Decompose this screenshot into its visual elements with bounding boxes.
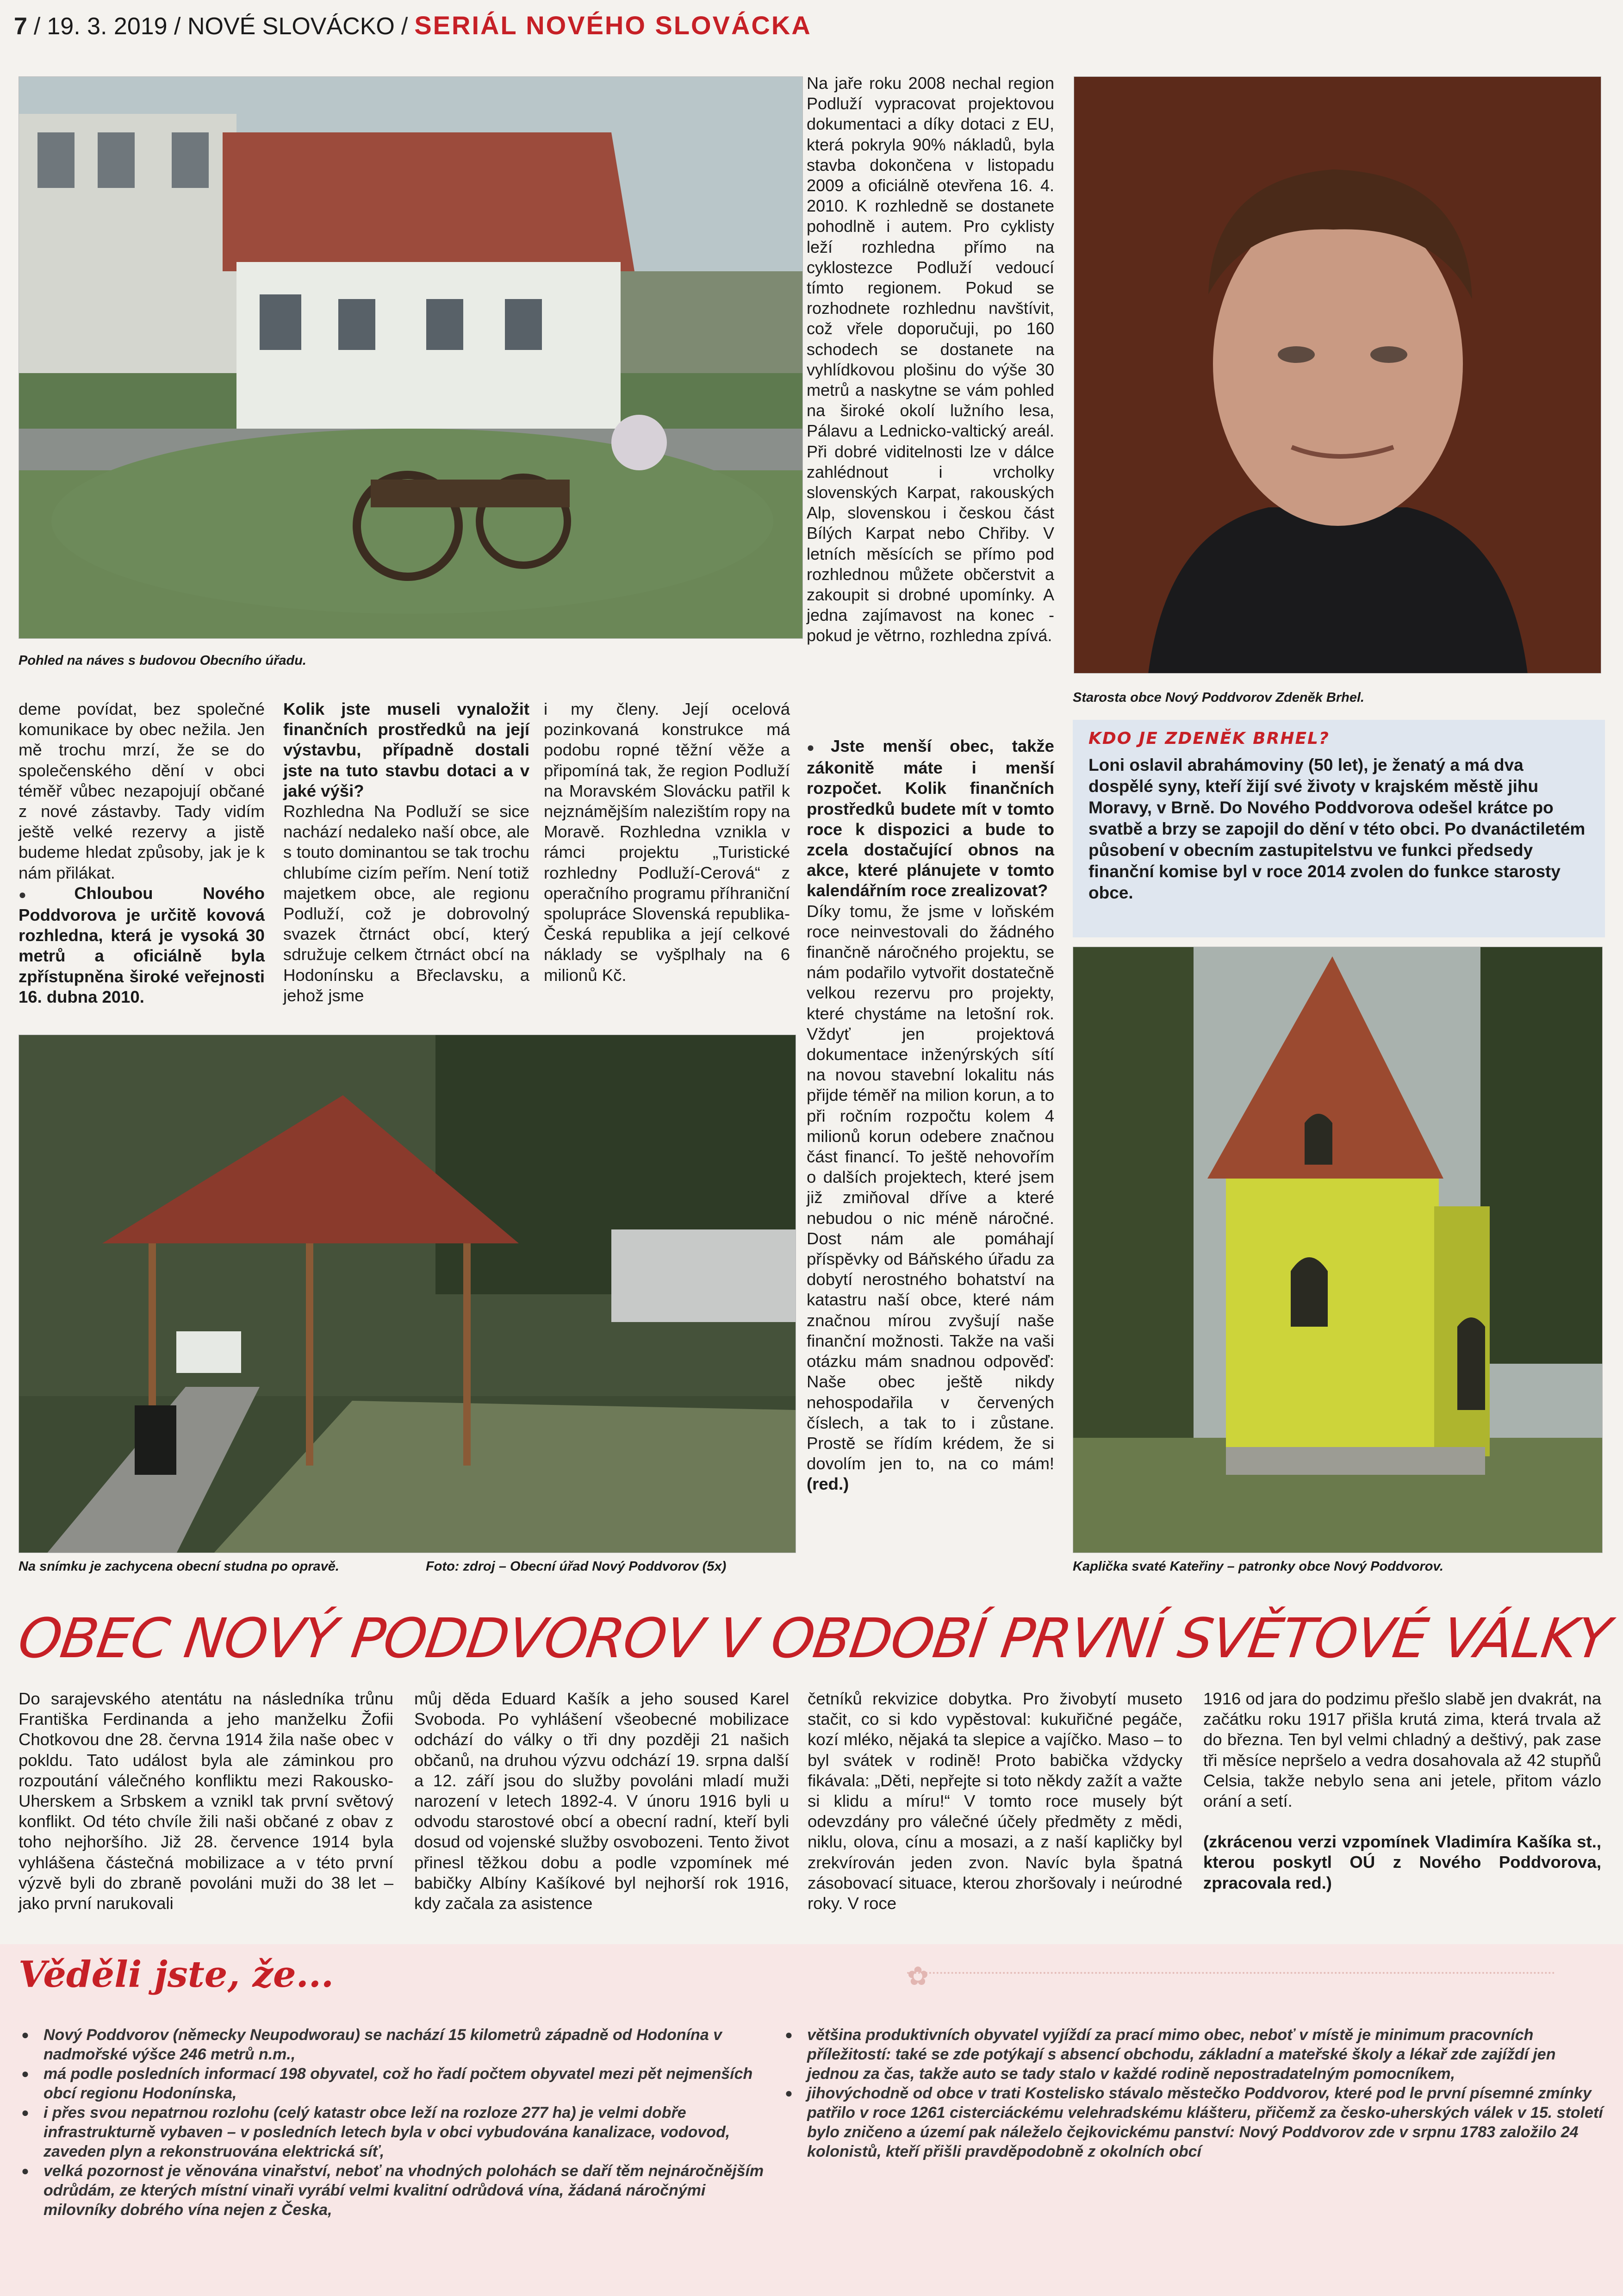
fact-item: ● velká pozornost je věnována vinařství, neboť na vhodných polohách se daří těm nejnáročnějším odrůdám, ze kterých místní vinaři vyrábí velmi kvalitní odrůdová vína, žádaná náročnými milovníky dobrého vína nejen z Česka, bbox=[19, 2161, 768, 2220]
header-slash: / bbox=[33, 13, 41, 40]
war-col-1: Do sarajevského atentátu na následníka trůnu Františka Ferdinanda a jeho manželku Žofii Chotkovou dne 28. června 1914 žila naše obec v pokldu. Tato událost byla ale záminkou pro rozpoutání válečného konfliktu mezi Rakousko-Uherskem a Srbskem a vznikl tak první světový konflikt. Od této chvíle žili naši občané z obav z toho nejhoršího. Již 28. července 1914 byla vyhlášena částečná mobilizace a v této první výzvě byli do zbraně povoláni muži do 38 let – jako první narukovali bbox=[19, 1689, 393, 1913]
col4-signature: (red.) bbox=[807, 1474, 849, 1494]
war-col-4 bbox=[1203, 1689, 1601, 1893]
photo-credit: Foto: zdroj – Obecní úřad Nový Poddvorov (5x) bbox=[426, 1559, 727, 1574]
village-square-photo bbox=[19, 76, 803, 639]
chapel-caption: Kaplička svaté Kateřiny – patronky obce Nový Poddvorov. bbox=[1073, 1559, 1444, 1574]
col1-text: deme povídat, bez společné komunikace by obec nežila. Jen mě trochu mrzí, že se do společenského dění v obci téměř vůbec nezapojují občané z nové zástavby. Tady vidím ještě velké rezervy a jistě budeme hledat způsoby, jak je k nám přilákat. bbox=[19, 699, 265, 882]
flower-icon: ✿ bbox=[907, 1961, 929, 1990]
col1-question bbox=[19, 883, 265, 1007]
war-note: (zkrácenou verzi vzpomínek Vladimíra Kašíka st., kterou poskytl OÚ z Nového Poddvorova, zpracovala red.) bbox=[1203, 1832, 1601, 1892]
fact-item: ● Nový Poddvorov (německy Neupodworau) se nachází 15 kilometrů západně od Hodonína v nadmořské výšce 246 metrů n.m., bbox=[19, 2025, 768, 2064]
war-col-2: můj děda Eduard Kašík a jeho soused Karel Svoboda. Po vyhlášení všeobecné mobilizace odchází do války o tři dny později 21 našich občanů, na druhou výzvu odchází 19. srpna další a 12. září jsou do služby povoláni mladí muži narození v letech 1892-4. V únoru 1916 byli u odvodu starostové obcí a obecní radní, kteří byli dosud od vojenské služby osvobozeni. Tento život přinesl těžkou dobu a podle vzpomínek mé babičky Albíny Kašíkové byl nejhorší rok 1916, kdy začala za asistence bbox=[414, 1689, 789, 1913]
bullet-icon: ● bbox=[19, 887, 72, 902]
issue-date-paper: 19. 3. 2019 / NOVÉ SLOVÁCKO bbox=[47, 13, 395, 40]
article-col-1 bbox=[19, 699, 265, 1007]
chapel-photo bbox=[1073, 947, 1603, 1553]
well-caption: Na snímku je zachycena obecní studna po opravě. bbox=[19, 1559, 339, 1574]
col3-text: i my členy. Její ocelová pozinkovaná konstrukce má podobu ropné těžní věže a připomíná tak, že region Podluží na Moravském Slovácku patřil k nejznámějším nalezištím ropy na Moravě. Rozhledna vznikla v rámci projektu „Turistické rozhledny Podluží-Cerová“ z operačního programu příhraniční spolupráce Slovenská republika-Česká republika a její celkové náklady se vyšplhaly na 6 milionů Kč. bbox=[544, 699, 790, 985]
col1-question-text: Chloubou Nového Poddvorova je určitě kovová rozhledna, která je vysoká 30 metrů a oficiálně byla zpřístupněna široké veřejnosti 16. dubna 2010. bbox=[19, 883, 265, 1006]
col4-question bbox=[807, 736, 1054, 901]
facts-list-right bbox=[782, 2025, 1606, 2161]
bio-title: KDO JE ZDENĚK BRHEL? bbox=[1088, 729, 1330, 748]
bio-text: Loni oslavil abrahámoviny (50 let), je ženatý a má dva dospělé syny, kteří žijí své životy v krajském městě jihu Moravy, v Brně. Do Nového Poddvorova odešel krátce po svatbě a brzy se zapojil do dění v této obci. Po dvanáctiletém působení v obecním zastupitelstvu ve funkci předsedy finanční komise byl v roce 2014 zvolen do funkce starosty obce. bbox=[1088, 755, 1586, 902]
section-title: SERIÁL NOVÉHO SLOVÁCKA bbox=[414, 11, 812, 40]
fact-item: ● většina produktivních obyvatel vyjíždí za prací mimo obec, neboť v místě je minimum pracovních příležitostí: také se zde potýkají s absencí obchodu, základní a mateřské školy a lékař zde zajíždí jen jednou za čas, takže auto se tady stalo v každé rodině nepostradatelným pomocníkem, bbox=[782, 2025, 1606, 2084]
article-col-4 bbox=[807, 736, 1054, 1495]
page-number: 7 bbox=[14, 13, 27, 40]
article-col-2 bbox=[283, 699, 529, 1006]
fact-item: ● jihovýchodně od obce v trati Kostelisko stávalo městečko Poddvorov, které pod le první písemné zmínky patřilo v roce 1261 cisterciáckému velehradskému klášteru, přičemž za česko-uherských válek v 15. století bylo zničeno a území pak náleželo čejkovickému panství: Nový Poddvorov zde v srpnu 1783 založilo 24 kolonistů, kteří přišli pravděpodobně z okolních obcí bbox=[782, 2084, 1606, 2161]
fact-item: ● i přes svou nepatrnou rozlohu (celý katastr obce leží na rozloze 277 ha) je velmi dobře infrastrukturně vybaven – v posledních letech byla v obci vybudována kanalizace, vodovod, zaveden plyn a rekonstruována elektrická síť, bbox=[19, 2103, 768, 2161]
page-header bbox=[14, 10, 812, 47]
article-col-3 bbox=[544, 699, 790, 986]
col2-text: Rozhledna Na Podluží se sice nachází nedaleko naší obce, ale s touto dominantou se tak trochu chlubíme cizím peřím. Není totiž majetkem obce, ale regionu Podluží, což je dobrovolný svazek čtrnáct obcí, který sdružuje celkem čtrnáct obcí na Hodonínsku a Břeclavsku, a jehož jsme bbox=[283, 802, 529, 1005]
decor-line bbox=[907, 1972, 1555, 1974]
bio-box bbox=[1073, 720, 1605, 937]
bullet-icon: ● bbox=[807, 740, 828, 755]
mayor-caption: Starosta obce Nový Poddvorov Zdeněk Brhel. bbox=[1073, 690, 1365, 705]
mayor-photo bbox=[1074, 76, 1601, 674]
col2-question: Kolik jste museli vynaložit finančních prostředků na její výstavbu, případně dostali jste na tuto stavbu dotaci a v jaké výši? bbox=[283, 699, 529, 800]
war-headline: OBEC NOVÝ PODDVOROV V OBDOBÍ PRVNÍ SVĚTOVÉ VÁLKY bbox=[14, 1606, 1614, 1670]
well-photo bbox=[19, 1035, 796, 1553]
facts-list-left bbox=[19, 2025, 768, 2220]
col4-text bbox=[807, 901, 1054, 1495]
village-square-caption: Pohled na náves s budovou Obecního úřadu. bbox=[19, 653, 306, 668]
col4-question-text: Jste menší obec, takže zákonitě máte i menší rozpočet. Kolik finančních prostředků budete mít v tomto roce k dispozici a bude to zcela dostačující obnos na akce, které plánujete v tomto kalendářním roce zrealizovat? bbox=[807, 736, 1054, 900]
header-slash-2: / bbox=[401, 13, 408, 40]
war-col-3: četníků rekvizice dobytka. Pro živobytí museto stačit, co si kdo vypěstoval: kukuřičné pegáče, kozí mléko, nějaká ta slepice a vajíčko. Maso – to byl svátek v rodině! Proto babička vždycky fikávala: „Děti, nepřejte si toto někdy zažít a važte si klidu a míru!“ V tomto roce musely být odevzdány pro válečné účely předměty z mědi, niklu, olova, cínu a mosazi, a z naší kapličky byl zrekvírován jeden zvon. Navíc byla špatná zásobovací situace, kterou zhoršovaly i neúrodné roky. V roce bbox=[808, 1689, 1182, 1913]
did-you-know-title: Věděli jste, že... bbox=[19, 1953, 334, 1996]
war-col-4-text: 1916 od jara do podzimu přešlo slabě jen dvakrát, na začátku roku 1917 přišla krutá zima, která trvala až do března. Ten byl velmi chladný a deštivý, pak zase tři měsíce nepršelo a vedra dosahovala až 42 stupňů Celsia, takže nebylo sena ani jetele, přitom vázlo orání a setí. bbox=[1203, 1689, 1601, 1811]
article-top-column: Na jaře roku 2008 nechal region Podluží vypracovat projektovou dokumentaci a díky dotaci z EU, která pokryla 90% nákladů, byla stavba dokončena v listopadu 2009 a oficiálně otevřena 16. 4. 2010. K rozhledně se dostanete pohodlně i autem. Pro cyklisty leží rozhledna přímo na cyklostezce Podluží vedoucí tímto regionem. Pokud se rozhodnete rozhlednu navštívit, což vřele doporučuji, po 160 schodech se dostanete na vyhlídkovou plošinu do výše 30 metrů a naskytne se vám pohled na široké okolí lužního lesa, Pálavu a Lednicko-valtický areál. Při dobré viditelnosti lze v dálce zahlédnout i vrcholky slovenských Karpat, rakouských Alp, slovenskou i českou část Bílých Karpat nebo Chřiby. V letních měsících se přímo pod rozhlednou můžete občerstvit a zakoupit si drobné upomínky. A jedna zajímavost na konec - pokud je větrno, rozhledna zpívá. bbox=[807, 74, 1054, 645]
fact-item: ● má podle posledních informací 198 obyvatel, což ho řadí počtem obyvatel mezi pět nejmenších obcí regionu Hodonínska, bbox=[19, 2064, 768, 2103]
did-you-know-box bbox=[0, 1944, 1623, 2296]
col4-body: Díky tomu, že jsme v loňském roce neinvestovali do žádného finančně náročného projektu, se nám podařilo vytvořit dostatečně velkou rezervu pro projekty, které chystáme na letošní rok. Vždyť jen projektová dokumentace inženýrských sítí na novou stavební lokalitu nás přijde téměř na milion korun, a to při ročním rozpočtu kolem 4 milionů korun odebere značnou část financí. To ještě nehovořím o dalších projektech, které jsem již zmiňoval dříve a které nebudou o nic méně náročné. Dost nám ale pomáhají příspěvky od Báňského úřadu za dobytí nerostného bohatství na katastru naší obce, které nám značnou mírou zvyšují naše finanční možnosti. Takže na vaši otázku mám snadnou odpověď: Naše obec ještě nikdy nehospodařila v červených číslech, a tak to i zůstane. Prostě se řídím krédem, že si dovolím jen to, na co mám! bbox=[807, 901, 1054, 1473]
